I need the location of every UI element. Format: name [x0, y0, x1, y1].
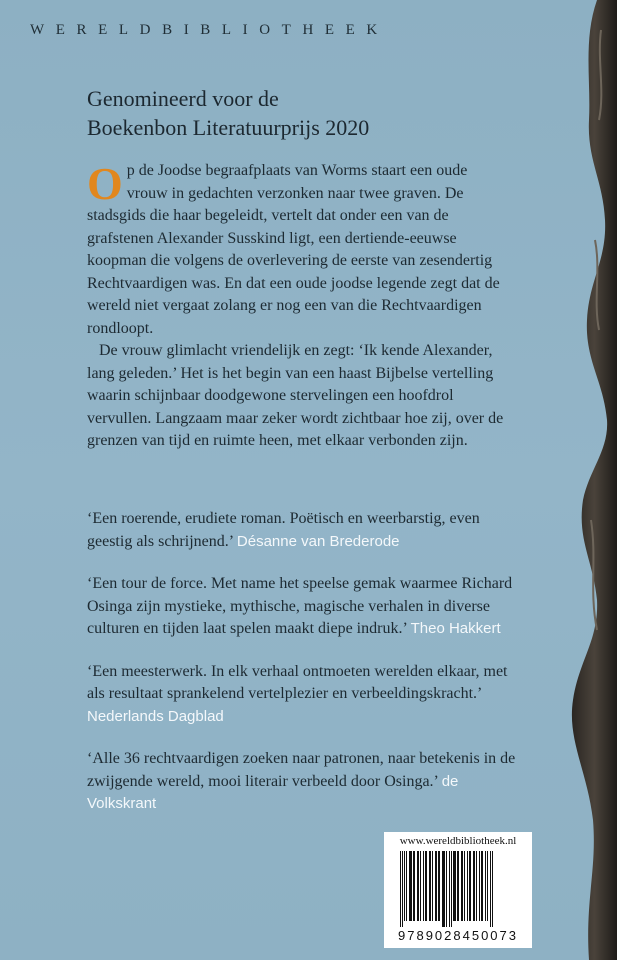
- review-quote: [87, 508, 517, 553]
- barcode-bar: [423, 851, 424, 921]
- barcode-bar: [457, 851, 459, 921]
- quote-source: Theo Hakkert: [410, 620, 501, 637]
- barcode-bar: [400, 851, 401, 927]
- barcode-bar: [487, 851, 488, 921]
- barcode-bar: [442, 851, 445, 927]
- barcode-panel: [384, 832, 532, 948]
- barcode-bar: [473, 851, 475, 921]
- barcode-bar: [469, 851, 471, 921]
- barcode-bar: [485, 851, 486, 921]
- barcode-bar: [429, 851, 431, 921]
- headline-line-1: Genomineerd voor de: [87, 86, 279, 111]
- barcode-bar: [413, 851, 415, 921]
- barcode-bar: [492, 851, 493, 927]
- barcode-bar: [490, 851, 491, 927]
- barcode-bar: [449, 851, 450, 927]
- barcode-bars: [398, 851, 518, 927]
- blurb-paragraph-1-text: p de Joodse begraafplaats van Worms staart een oude vrouw in gedachten verzonken naar twee graven. De stadsgids die haar begeleidt, vertelt dat onder een van de grafstenen Alexander Susskind ligt, een dertiende-eeuwse koopman die volgens de overlevering de eerste van zesendertig Rechtvaardigen was. En dat een oude joodse legende zegt dat de wereld niet vergaat zolang er nog een van die Rechtvaardigen rondloopt.: [87, 162, 500, 337]
- barcode-bar: [481, 851, 483, 921]
- barcode-bar: [479, 851, 480, 921]
- quote-text: ‘Een meesterwerk. In elk verhaal ontmoeten werelden elkaar, met als resultaat sprankelend vertelplezier en verbeeldingskracht.’: [87, 662, 508, 702]
- publisher-brand: WERELDBIBLIOTHEEK: [30, 22, 389, 38]
- headline-line-2: Boekenbon Literatuurprijs 2020: [87, 115, 370, 140]
- barcode-bar: [476, 851, 477, 921]
- review-quote: [87, 661, 517, 729]
- quote-source: de Volkskrant: [87, 772, 459, 812]
- barcode-bar: [453, 851, 456, 921]
- nomination-headline: [87, 84, 507, 142]
- isbn-number: 9789028450073: [398, 928, 518, 943]
- barcode-bar: [451, 851, 452, 927]
- barcode-bar: [406, 851, 407, 921]
- drop-cap: O: [87, 158, 123, 209]
- quote-text: ‘Een tour de force. Met name het speelse gemak waarmee Richard Osinga zijn mystieke, mythische, magische verhalen in diverse culturen en tijden laat spelen maakt diepe indruk.’: [87, 575, 513, 637]
- quote-text: ‘Een roerende, erudiete roman. Poëtisch en weerbarstig, even geestig als schrijnend.’: [87, 510, 480, 550]
- blurb-paragraph-1: [87, 160, 507, 340]
- statue-illustration: [527, 0, 617, 960]
- barcode-bar: [464, 851, 465, 921]
- blurb: [87, 160, 507, 453]
- barcode-bar: [402, 851, 403, 927]
- barcode-bar: [446, 851, 447, 927]
- barcode-bar: [425, 851, 427, 921]
- review-quote: [87, 573, 517, 641]
- blurb-paragraph-2: De vrouw glimlacht vriendelijk en zegt: ‘Ik kende Alexander, lang geleden.’ Het is het begin van een haast Bijbelse vertelling waarin schijnbaar doodgewone stervelingen een hoofdrol vervullen. Langzaam maar zeker wordt zichtbaar hoe zij, over de grenzen van tijd en ruimte heen, met elkaar verbonden zijn.: [87, 342, 504, 449]
- barcode-bar: [467, 851, 468, 921]
- review-quote: [87, 748, 517, 816]
- quote-text: ‘Alle 36 rechtvaardigen zoeken naar patronen, naar betekenis in de zwijgende wereld, mooi literair verbeeld door Osinga.’: [87, 750, 516, 790]
- barcode-bar: [461, 851, 463, 921]
- barcode-bar: [438, 851, 440, 921]
- barcode-bar: [420, 851, 421, 921]
- publisher-url: www.wereldbibliotheek.nl: [399, 835, 517, 847]
- barcode-bar: [404, 851, 405, 921]
- barcode-bar: [432, 851, 433, 921]
- barcode-bar: [435, 851, 437, 921]
- quote-source: Nederlands Dagblad: [87, 707, 224, 725]
- barcode-bar: [409, 851, 412, 921]
- review-quotes: [87, 508, 517, 836]
- quote-source: Désanne van Brederode: [236, 532, 400, 550]
- barcode-bar: [417, 851, 419, 921]
